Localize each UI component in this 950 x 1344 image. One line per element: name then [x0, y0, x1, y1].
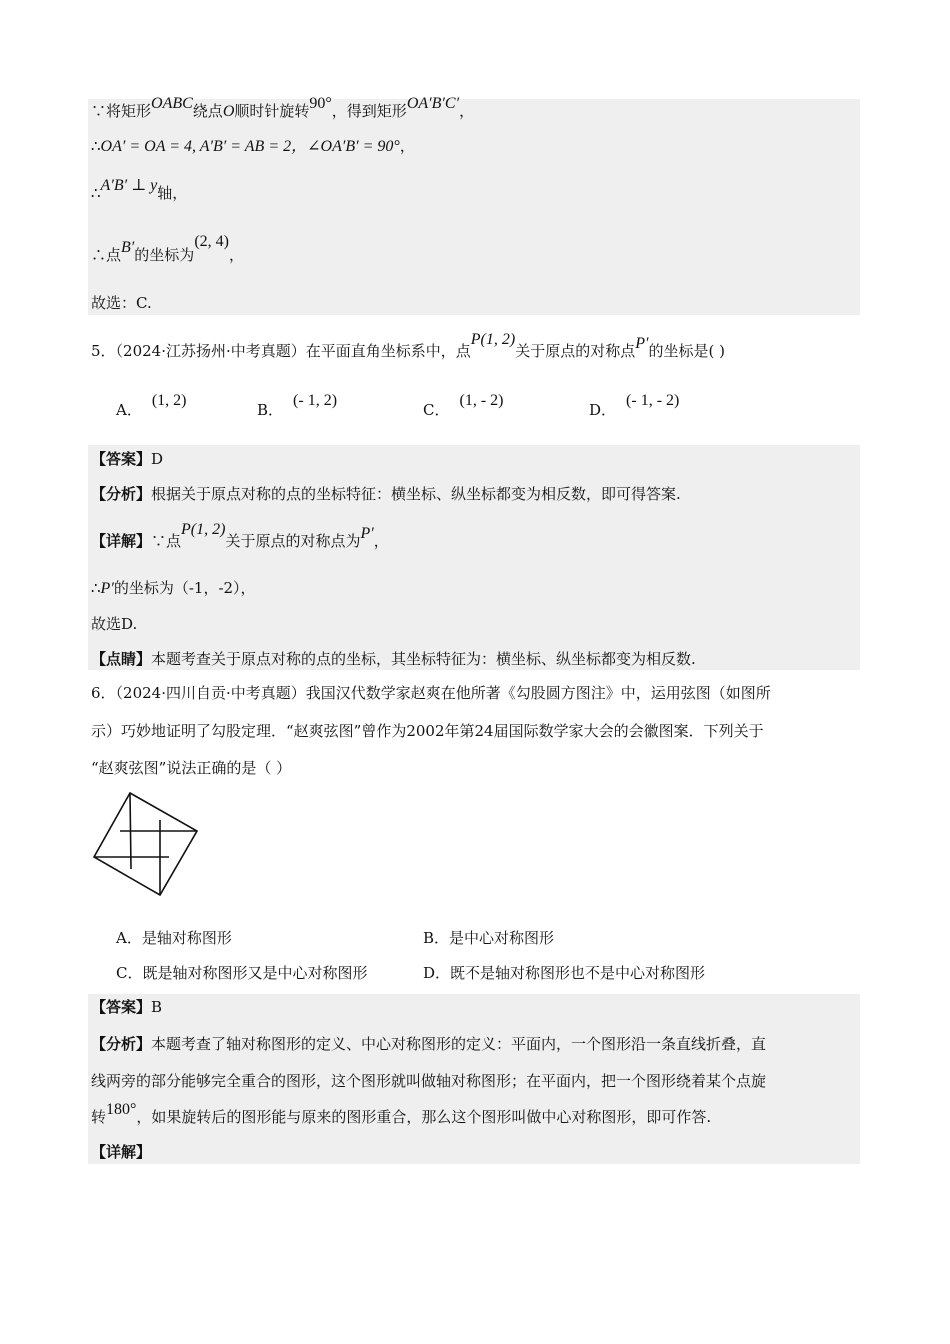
zhao-shuang-diagram — [90, 790, 200, 898]
q5-analysis: 【分析】根据关于原点对称的点的坐标特征：横坐标、纵坐标都变为相反数，即可得答案. — [91, 485, 681, 503]
q6-option-d[interactable]: D．既不是轴对称图形也不是中心对称图形 — [423, 964, 706, 982]
q4-line-4: ∴点B′的坐标为(2, 4)， — [91, 233, 244, 264]
q4-line-1: ∵将矩形OABC绕点O顺时针旋转90°，得到矩形OA′B′C′， — [91, 95, 475, 120]
q5-detail-3: 故选D. — [91, 615, 138, 633]
q6-analysis-1: 【分析】本题考查了轴对称图形的定义、中心对称图形的定义：平面内，一个图形沿一条直线折叠，直 — [91, 1035, 767, 1053]
q5-option-b[interactable]: B．(- 1, 2) — [257, 392, 338, 419]
q6-option-c[interactable]: C．既是轴对称图形又是中心对称图形 — [116, 964, 368, 982]
q6-stem-3: “赵爽弦图”说法正确的是（ ） — [91, 759, 292, 777]
q5-comment: 【点睛】本题考查关于原点对称的点的坐标，其坐标特征为：横坐标、纵坐标都变为相反数. — [91, 650, 696, 668]
q5-option-d[interactable]: D．(- 1, - 2) — [589, 392, 680, 419]
math-90deg: 90° — [309, 95, 332, 112]
math-equations: OA′ = OA = 4, A′B′ = AB = 2，∠OA′B′ = 90° — [100, 138, 400, 155]
q4-line-2: ∴OA′ = OA = 4, A′B′ = AB = 2，∠OA′B′ = 90°， — [91, 137, 415, 155]
q5-answer: 【答案】D — [91, 450, 164, 468]
q4-line-5: 故选：C. — [91, 294, 152, 312]
math-perpendicular: A′B′ ⊥ y — [100, 177, 158, 194]
math-coord-2-4: (2, 4) — [194, 233, 229, 250]
q4-line-3: ∴A′B′ ⊥ y轴， — [91, 177, 188, 202]
q6-analysis-3: 转180°，如果旋转后的图形能与原来的图形重合，那么这个图形叫做中心对称图形，即可作答. — [91, 1101, 712, 1126]
q5-option-a[interactable]: A．(1, 2) — [116, 392, 187, 419]
q5-option-c[interactable]: C．(1, - 2) — [423, 392, 504, 419]
math-b-prime: B′ — [121, 239, 135, 256]
solution-block-q4 — [88, 95, 860, 315]
q6-stem-1: 6．（2024·四川自贡·中考真题）我国汉代数学家赵爽在他所著《勾股圆方图注》中，运用弦图（如图所 — [91, 684, 771, 702]
math-o: O — [222, 103, 235, 120]
q6-analysis-2: 线两旁的部分能够完全重合的图形，这个图形就叫做轴对称图形；在平面内，把一个图形绕着某个点旋 — [91, 1072, 767, 1090]
solution-block-q5 — [88, 445, 860, 670]
q6-answer: 【答案】B — [91, 998, 163, 1016]
math-oabc: OABC — [151, 95, 193, 112]
q6-detail: 【详解】 — [91, 1143, 152, 1161]
math-p12: P(1, 2) — [470, 331, 516, 348]
q6-option-a[interactable]: A．是轴对称图形 — [116, 929, 232, 947]
math-rect-prime: OA′B′C′ — [406, 95, 460, 112]
q5-stem: 5．（2024·江苏扬州·中考真题）在平面直角坐标系中，点P(1, 2)关于原点的对称点P′的坐标是( ) — [91, 331, 725, 360]
q5-detail-2: ∴P′的坐标为（-1，-2）， — [91, 579, 256, 597]
math-p-prime: P′ — [635, 335, 649, 352]
q5-detail: 【详解】∵点P(1, 2)关于原点的对称点为P′， — [91, 521, 389, 550]
q6-stem-2: 示）巧妙地证明了勾股定理．“赵爽弦图”曾作为2002年第24届国际数学家大会的会徽图案．下列关于 — [91, 722, 764, 740]
q6-option-b[interactable]: B．是中心对称图形 — [423, 929, 555, 947]
